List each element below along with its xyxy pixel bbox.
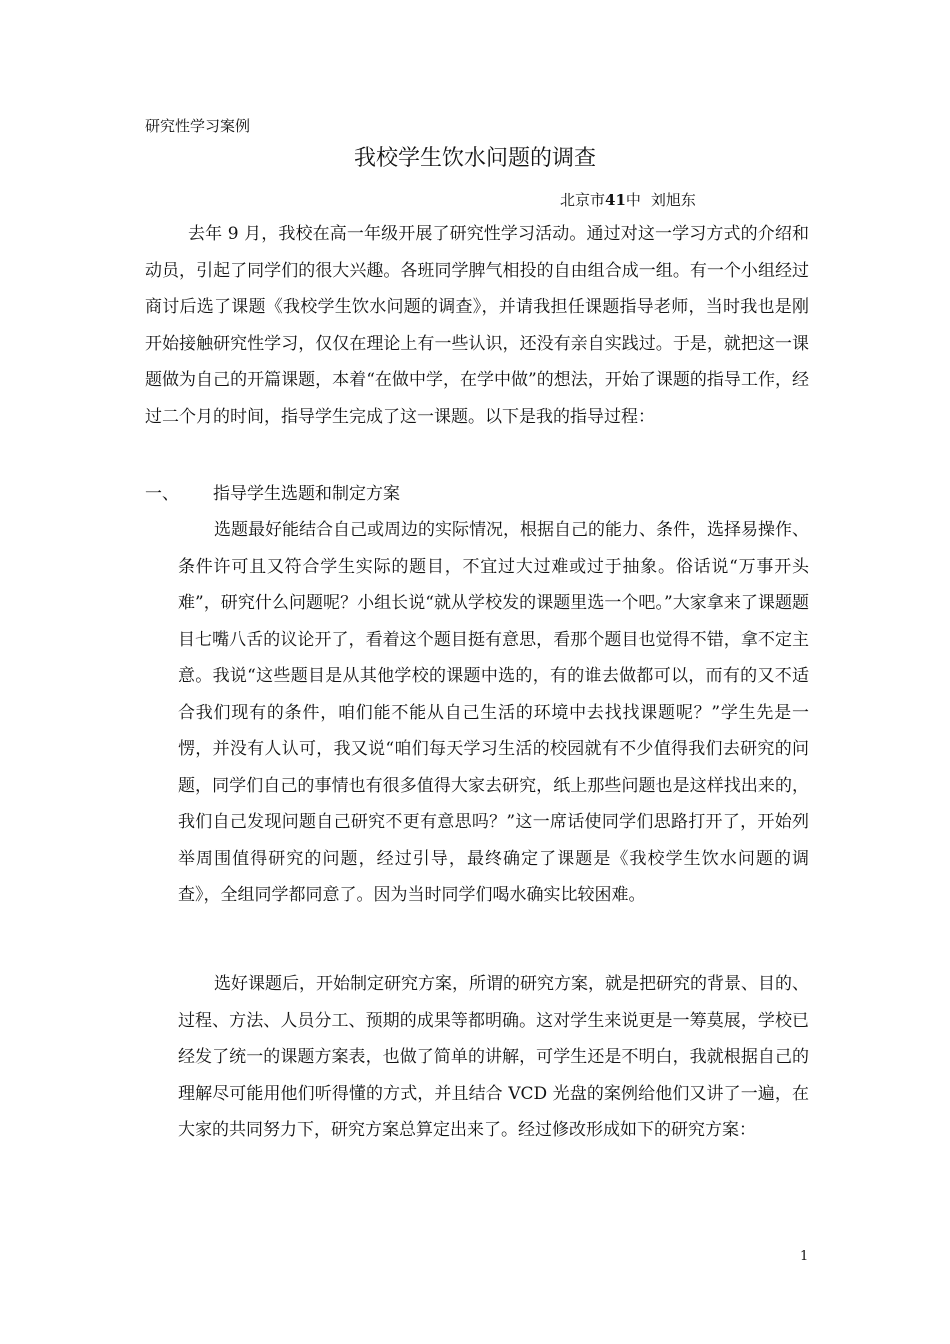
byline bbox=[560, 189, 696, 211]
intro-paragraph: 去年 9 月，我校在高一年级开展了研究性学习活动。通过对这一学习方式的介绍和动员，引起了同学们的很大兴趣。各班同学脾气相投的自由组合成一组。有一个小组经过商讨后选了课题《我校学生饮水问题的调查》，并请我担任课题指导老师，当时我也是刚开始接触研究性学习，仅仅在理论上有一些认识，还没有亲自实践过。于是，就把这一课题做为自己的开篇课题，本着“在做中学，在学中做”的想法，开始了课题的指导工作，经过二个月的时间，指导学生完成了这一课题。以下是我的指导过程： bbox=[145, 224, 809, 427]
section-heading-text: 指导学生选题和制定方案 bbox=[213, 484, 400, 504]
byline-school-number: 41 bbox=[605, 191, 626, 209]
document-title: 我校学生饮水问题的调查 bbox=[353, 146, 596, 171]
document-category: 研究性学习案例 bbox=[145, 117, 251, 135]
section-number: 一、 bbox=[145, 484, 179, 504]
byline-author: 刘旭东 bbox=[650, 191, 696, 209]
body-paragraph: 选题最好能结合自己或周边的实际情况，根据自己的能力、条件，选择易操作、条件许可且又符合学生实际的题目，不宜过大过难或过于抽象。俗话说“万事开头难”，研究什么问题呢？小组长说“就从学校发的课题里选一个吧。”大家拿来了课题题目七嘴八舌的议论开了，看着这个题目挺有意思，看那个题目也觉得不错，拿不定主意。我说“这些题目是从其他学校的课题中选的，有的谁去做都可以，而有的又不适合我们现有的条件，咱们能不能从自己生活的环境中去找找课题呢？”学生先是一愣，并没有人认可，我又说“咱们每天学习生活的校园就有不少值得我们去研究的问题，同学们自己的事情也有很多值得大家去研究，纸上那些问题也是这样找出来的，我们自己发现问题自己研究不更有意思吗？”这一席话使同学们思路打开了，开始列举周围值得研究的问题，经过引导，最终确定了课题是《我校学生饮水问题的调查》，全组同学都同意了。因为当时同学们喝水确实比较困难。 bbox=[178, 520, 809, 905]
body-paragraph: 选好课题后，开始制定研究方案，所谓的研究方案，就是把研究的背景、目的、过程、方法、人员分工、预期的成果等都明确。这对学生来说更是一筹莫展，学校已经发了统一的课题方案表，也做了简单的讲解，可学生还是不明白，我就根据自己的理解尽可能用他们听得懂的方式，并且结合 VCD 光盘的案例给他们又讲了一遍，在大家的共同努力下，研究方案总算定出来了。经过修改形成如下的研究方案： bbox=[178, 974, 809, 1140]
byline-school-suffix: 中 bbox=[625, 191, 641, 209]
page-number: 1 bbox=[800, 1249, 809, 1264]
section-heading bbox=[145, 476, 400, 512]
byline-school-prefix: 北京市 bbox=[560, 191, 606, 209]
